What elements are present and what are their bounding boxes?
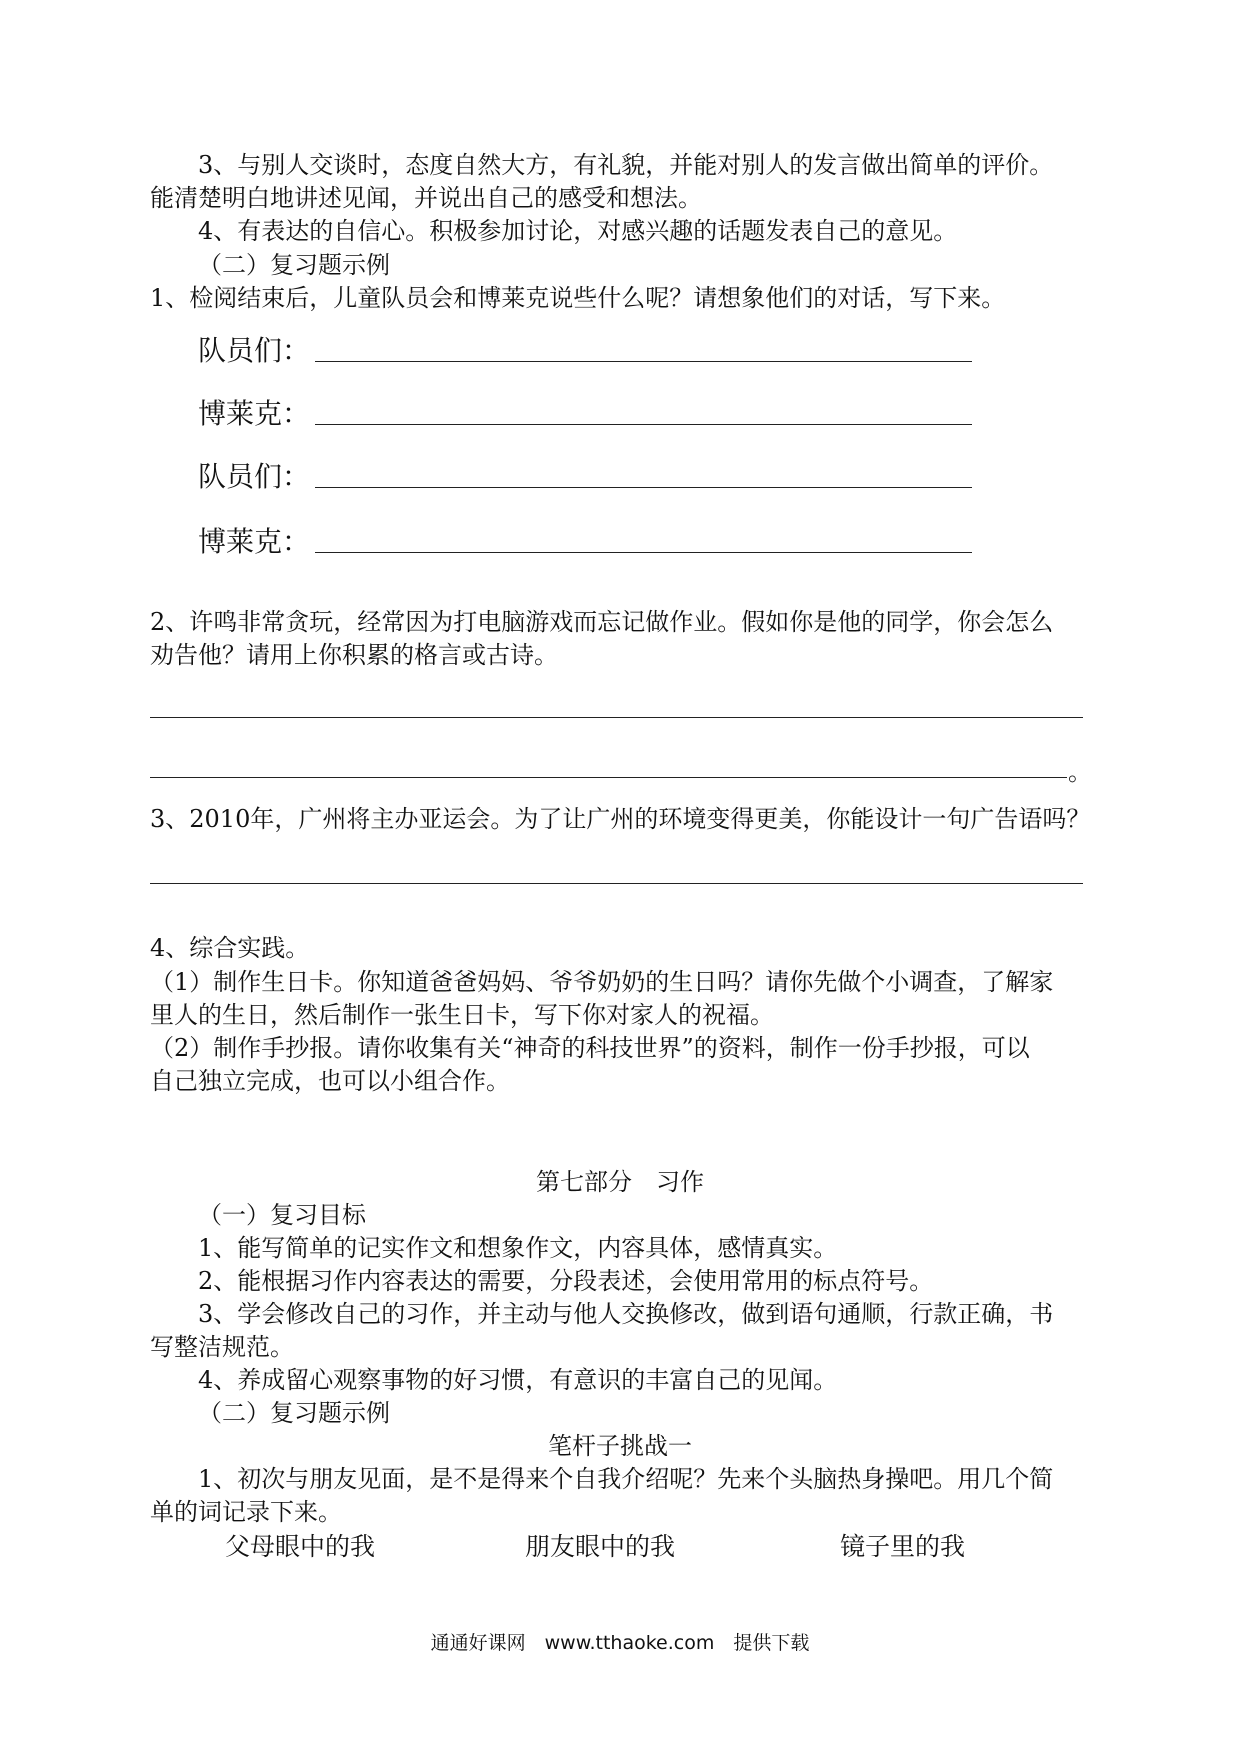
period: 。 <box>1068 758 1092 786</box>
question-2: 2、许鸣非常贪玩，经常因为打电脑游戏而忘记做作业。假如你是他的同学，你会怎么 <box>150 608 1054 636</box>
question-3: 3、2010年，广州将主办亚运会。为了让广州的环境变得更美，你能设计一句广告语吗？ <box>150 805 1091 833</box>
section-7-title: 第七部分 习作 <box>536 1168 704 1196</box>
answer-line[interactable] <box>315 552 972 553</box>
answer-line[interactable] <box>315 424 972 425</box>
challenge-question: 1、初次与朋友见面，是不是得来个自我介绍呢？先来个头脑热身操吧。用几个简 <box>198 1465 1054 1493</box>
dialogue-label: 博莱克： <box>198 525 311 558</box>
goal-2: 2、能根据习作内容表达的需要，分段表述，会使用常用的标点符号。 <box>198 1267 934 1295</box>
footer: 通通好课网 www.tthaoke.com 提供下载 <box>430 1632 810 1654</box>
dialogue-label: 队员们： <box>198 334 311 367</box>
goal-3: 3、学会修改自己的习作，并主动与他人交换修改，做到语句通顺，行款正确，书 <box>198 1300 1054 1328</box>
challenge-title: 笔杆子挑战一 <box>548 1432 692 1460</box>
question-1: 1、检阅结束后，儿童队员会和博莱克说些什么呢？请想象他们的对话，写下来。 <box>150 284 1006 312</box>
column-label: 朋友眼中的我 <box>525 1532 676 1561</box>
goal-3-cont: 写整洁规范。 <box>150 1333 294 1361</box>
challenge-question-cont: 单的词记录下来。 <box>150 1498 342 1526</box>
dialogue-label: 队员们： <box>198 460 311 493</box>
question-4-item-2: （2）制作手抄报。请你收集有关“神奇的科技世界”的资料，制作一份手抄报，可以 <box>150 1034 1030 1062</box>
line-2: 能清楚明白地讲述见闻，并说出自己的感受和想法。 <box>150 184 702 212</box>
answer-line[interactable] <box>150 883 1083 884</box>
section-7-subheading: （一）复习目标 <box>198 1201 366 1229</box>
goal-1: 1、能写简单的记实作文和想象作文，内容具体，感情真实。 <box>198 1234 838 1262</box>
column-label: 镜子里的我 <box>840 1532 966 1561</box>
question-2-cont: 劝告他？请用上你积累的格言或古诗。 <box>150 641 558 669</box>
section-7-examples: （二）复习题示例 <box>198 1399 390 1427</box>
answer-line[interactable] <box>315 361 972 362</box>
question-4-item-1-cont: 里人的生日，然后制作一张生日卡，写下你对家人的祝福。 <box>150 1001 774 1029</box>
question-4: 4、综合实践。 <box>150 934 310 962</box>
question-4-item-2-cont: 自己独立完成，也可以小组合作。 <box>150 1067 510 1095</box>
column-label: 父母眼中的我 <box>225 1532 376 1561</box>
answer-line[interactable] <box>315 487 972 488</box>
answer-line[interactable] <box>150 717 1083 718</box>
section-heading: （二）复习题示例 <box>198 251 390 279</box>
line-1: 3、与别人交谈时，态度自然大方，有礼貌，并能对别人的发言做出简单的评价。 <box>198 151 1054 179</box>
line-3: 4、有表达的自信心。积极参加讨论，对感兴趣的话题发表自己的意见。 <box>198 217 958 245</box>
dialogue-label: 博莱克： <box>198 397 311 430</box>
goal-4: 4、养成留心观察事物的好习惯，有意识的丰富自己的见闻。 <box>198 1366 838 1394</box>
question-4-item-1: （1）制作生日卡。你知道爸爸妈妈、爷爷奶奶的生日吗？请你先做个小调查，了解家 <box>150 968 1054 996</box>
answer-line[interactable] <box>150 777 1067 778</box>
